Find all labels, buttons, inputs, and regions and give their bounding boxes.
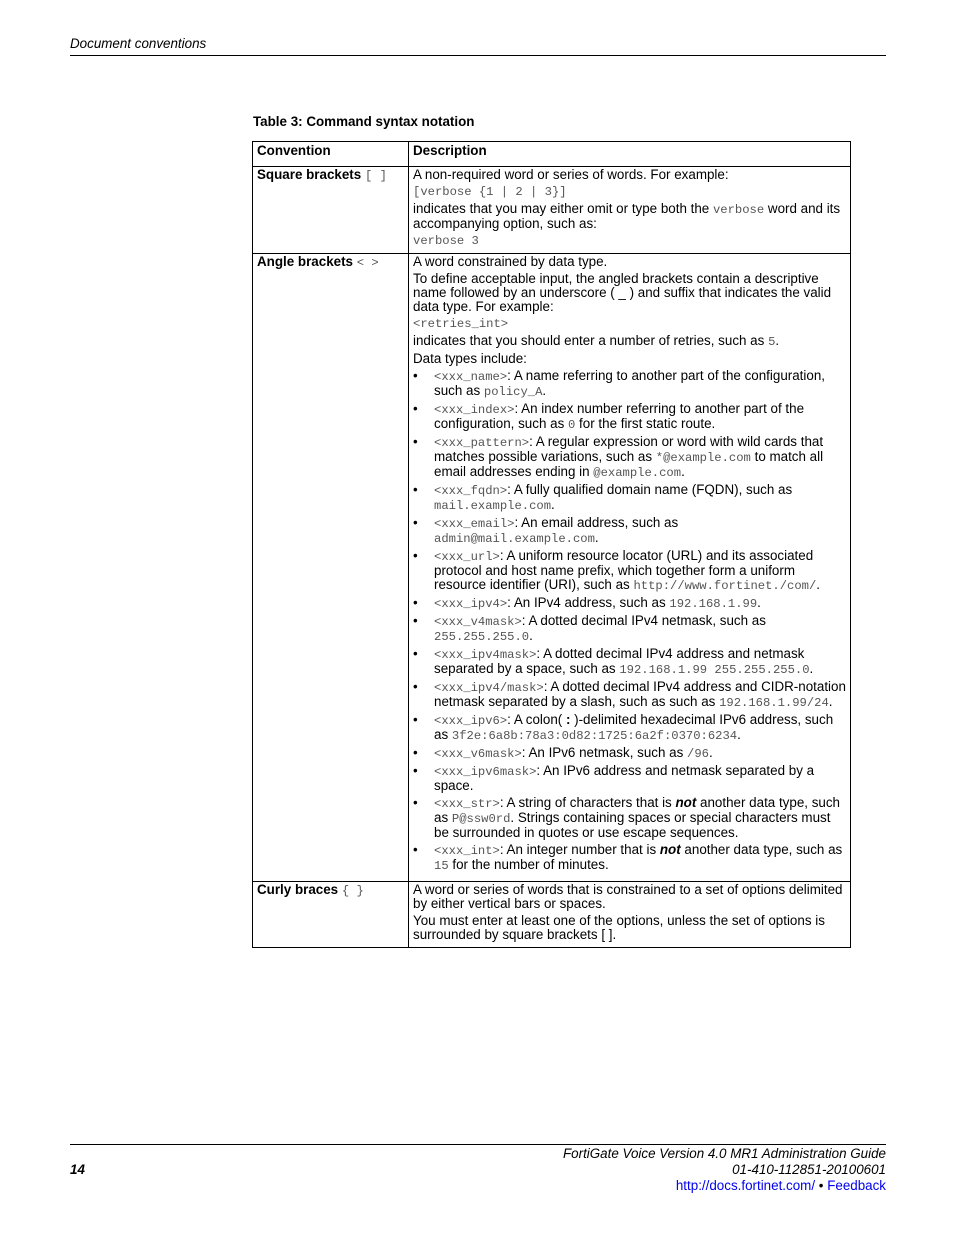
description-cell xyxy=(409,882,851,948)
text-span: . xyxy=(594,530,599,545)
table-row-curly-braces xyxy=(253,882,851,948)
list-item xyxy=(413,614,846,644)
text-span: : A uniform resource locator (URL) and its associated protocol and host name prefix, which together form a uniform resource identifier (URI), such as xyxy=(434,548,814,592)
table-row-angle-brackets xyxy=(253,254,851,882)
text-span: : A fully qualified domain name (FQDN), such as xyxy=(507,482,793,497)
text-span: : An IPv6 address and netmask separated by a space. xyxy=(434,763,815,793)
list-item xyxy=(413,435,846,480)
text-span: . xyxy=(816,577,821,592)
code-example: <retries_int> xyxy=(413,317,509,331)
description-text: A non-required word or series of words. For example: xyxy=(413,167,729,182)
list-item xyxy=(413,596,846,611)
page-number: 14 xyxy=(70,1162,85,1177)
data-type-code: <xxx_email> xyxy=(434,517,515,531)
table-caption: Table 3: Command syntax notation xyxy=(253,114,475,129)
text-span: . xyxy=(737,727,741,742)
inline-code: /96 xyxy=(687,747,709,761)
data-type-code: <xxx_ipv4/mask> xyxy=(434,681,544,695)
list-item xyxy=(413,713,846,743)
text-span: : An email address, such as xyxy=(514,515,679,530)
data-type-code: <xxx_ipv6mask> xyxy=(434,765,537,779)
list-item xyxy=(413,796,846,840)
convention-cell xyxy=(253,254,409,882)
column-header-convention: Convention xyxy=(253,142,409,167)
feedback-link[interactable]: Feedback xyxy=(827,1178,886,1193)
document-title: FortiGate Voice Version 4.0 MR1 Administration Guide xyxy=(562,1146,886,1161)
list-item xyxy=(413,647,846,677)
text-span: for the number of minutes. xyxy=(448,857,609,872)
text-span: : An index number referring to another part of the configuration, such as xyxy=(434,401,805,431)
convention-name: Angle brackets xyxy=(257,254,354,269)
text-span: : An integer number that is xyxy=(499,842,660,857)
text-span: indicates that you should enter a number of retries, such as xyxy=(413,333,769,348)
inline-code: verbose xyxy=(712,203,765,217)
emphasis-text: not xyxy=(659,842,681,857)
inline-code: 192.168.1.99/24 xyxy=(719,696,829,710)
inline-code: 0 xyxy=(568,418,576,432)
bullet-icon: • xyxy=(413,434,418,449)
table-header-row xyxy=(253,142,851,167)
text-span: . xyxy=(542,383,547,398)
inline-code: admin@mail.example.com xyxy=(434,532,595,546)
data-type-code: <xxx_ipv6> xyxy=(434,714,508,728)
inline-code: P@ssw0rd xyxy=(451,812,511,826)
bullet-icon: • xyxy=(413,646,418,661)
bullet-icon: • xyxy=(413,401,418,416)
description-text: Data types include: xyxy=(413,351,527,366)
data-type-code: <xxx_url> xyxy=(434,550,500,564)
text-span: . xyxy=(708,745,713,760)
text-span: for the first static route. xyxy=(575,416,716,431)
description-text: To define acceptable input, the angled brackets contain a descriptive name followed by an underscore ( _ ) and suffix that indicates the valid data type. For example: xyxy=(413,271,832,314)
inline-code: @example.com xyxy=(593,466,682,480)
description-text: A word constrained by data type. xyxy=(413,254,608,269)
bullet-icon: • xyxy=(413,515,418,530)
inline-code: *@example.com xyxy=(655,451,751,465)
text-span: : A regular expression or word with wild cards that matches possible variations, such as xyxy=(434,434,824,464)
bold-text: : xyxy=(565,712,571,727)
list-item xyxy=(413,764,846,793)
text-span: : A string of characters that is xyxy=(499,795,676,810)
inline-code: policy_A xyxy=(483,385,543,399)
inline-code: http://www.fortinet./com/ xyxy=(633,579,817,593)
list-item xyxy=(413,843,846,873)
bullet-icon: • xyxy=(413,595,418,610)
text-span: another data type, such as xyxy=(434,795,840,825)
bullet-icon: • xyxy=(413,712,418,727)
list-item xyxy=(413,516,846,546)
data-type-code: <xxx_ipv4mask> xyxy=(434,648,537,662)
convention-cell xyxy=(253,167,409,254)
convention-symbol: [ ] xyxy=(364,169,387,183)
description-text xyxy=(413,334,846,349)
docs-link[interactable]: http://docs.fortinet.com/ xyxy=(675,1178,816,1193)
description-text xyxy=(413,202,846,231)
data-type-code: <xxx_v6mask> xyxy=(434,747,522,761)
convention-symbol: < > xyxy=(356,256,379,270)
inline-code: 5 xyxy=(768,335,776,349)
list-item xyxy=(413,680,846,710)
bullet-icon: • xyxy=(413,548,418,563)
text-span: )-delimited hexadecimal IPv6 address, such as xyxy=(434,712,834,742)
text-span: . xyxy=(529,628,533,643)
syntax-table xyxy=(252,141,851,948)
text-span: : An IPv6 netmask, such as xyxy=(521,745,687,760)
data-type-code: <xxx_v4mask> xyxy=(434,615,522,629)
inline-code: 15 xyxy=(434,859,449,873)
data-type-code: <xxx_index> xyxy=(434,403,515,417)
convention-symbol: { } xyxy=(341,884,364,898)
list-item xyxy=(413,746,846,761)
inline-code: 3f2e:6a8b:78a3:0d82:1725:6a2f:0370:6234 xyxy=(451,729,738,743)
text-span: : A dotted decimal IPv4 address and CIDR-notation netmask separated by a slash, such as such as xyxy=(434,679,846,709)
text-span: : A dotted decimal IPv4 address and netmask separated by a space, such as xyxy=(434,646,805,676)
list-item xyxy=(413,483,846,513)
convention-name: Square brackets xyxy=(257,167,362,182)
text-span: : An IPv4 address, such as xyxy=(507,595,670,610)
column-header-description: Description xyxy=(409,142,851,167)
emphasis-text: not xyxy=(675,795,697,810)
convention-name: Curly braces xyxy=(257,882,339,897)
bullet-icon: • xyxy=(413,842,418,857)
text-span: : A name referring to another part of the configuration, such as xyxy=(434,368,825,398)
text-span: : A colon( xyxy=(507,712,566,727)
code-example: verbose 3 xyxy=(413,234,479,248)
data-type-code: <xxx_int> xyxy=(434,844,500,858)
header-rule xyxy=(70,55,886,56)
bullet-icon: • xyxy=(413,679,418,694)
text-span: indicates that you may either omit or type both the xyxy=(413,201,713,216)
bullet-icon: • xyxy=(413,482,418,497)
data-type-code: <xxx_fqdn> xyxy=(434,484,508,498)
text-span: . xyxy=(809,661,814,676)
description-text: You must enter at least one of the options, unless the set of options is surrounded by square brackets [ ]. xyxy=(413,913,825,942)
description-cell xyxy=(409,167,851,254)
document-id: 01-410-112851-20100601 xyxy=(732,1162,886,1177)
inline-code: 192.168.1.99 xyxy=(669,597,758,611)
text-span: . xyxy=(551,497,555,512)
footer-rule xyxy=(70,1144,886,1145)
text-span: . Strings containing spaces or special characters must be surrounded in quotes or use escape sequences. xyxy=(434,810,831,840)
text-span: . xyxy=(828,694,833,709)
data-type-code: <xxx_ipv4> xyxy=(434,597,508,611)
text-span: . xyxy=(775,333,780,348)
data-type-code: <xxx_pattern> xyxy=(434,436,530,450)
text-span: : A dotted decimal IPv4 netmask, such as xyxy=(521,613,766,628)
inline-code: 255.255.255.0 xyxy=(434,630,530,644)
link-separator: • xyxy=(815,1178,828,1193)
running-header: Document conventions xyxy=(70,36,207,51)
convention-cell xyxy=(253,882,409,948)
inline-code: mail.example.com xyxy=(434,499,552,513)
bullet-icon: • xyxy=(413,368,418,383)
table-row-square-brackets xyxy=(253,167,851,254)
data-type-code: <xxx_name> xyxy=(434,370,508,384)
list-item xyxy=(413,549,846,593)
text-span: . xyxy=(681,464,685,479)
code-example: [verbose {1 | 2 | 3}] xyxy=(413,185,567,199)
inline-code: 192.168.1.99 255.255.255.0 xyxy=(619,663,810,677)
text-span: another data type, such as xyxy=(680,842,843,857)
bullet-icon: • xyxy=(413,795,418,810)
list-item xyxy=(413,369,846,399)
description-cell xyxy=(409,254,851,882)
list-item xyxy=(413,402,846,432)
bullet-icon: • xyxy=(413,613,418,628)
data-types-list xyxy=(413,369,846,873)
bullet-icon: • xyxy=(413,763,418,778)
footer-links xyxy=(563,1178,886,1194)
data-type-code: <xxx_str> xyxy=(434,797,500,811)
text-span: to match all email addresses ending in xyxy=(434,449,824,479)
text-span: word and its accompanying option, such as: xyxy=(413,201,841,231)
footer-info xyxy=(563,1146,886,1194)
bullet-icon: • xyxy=(413,745,418,760)
text-span: . xyxy=(757,595,761,610)
description-text: A word or series of words that is constrained to a set of options delimited by either vertical bars or spaces. xyxy=(413,882,843,911)
